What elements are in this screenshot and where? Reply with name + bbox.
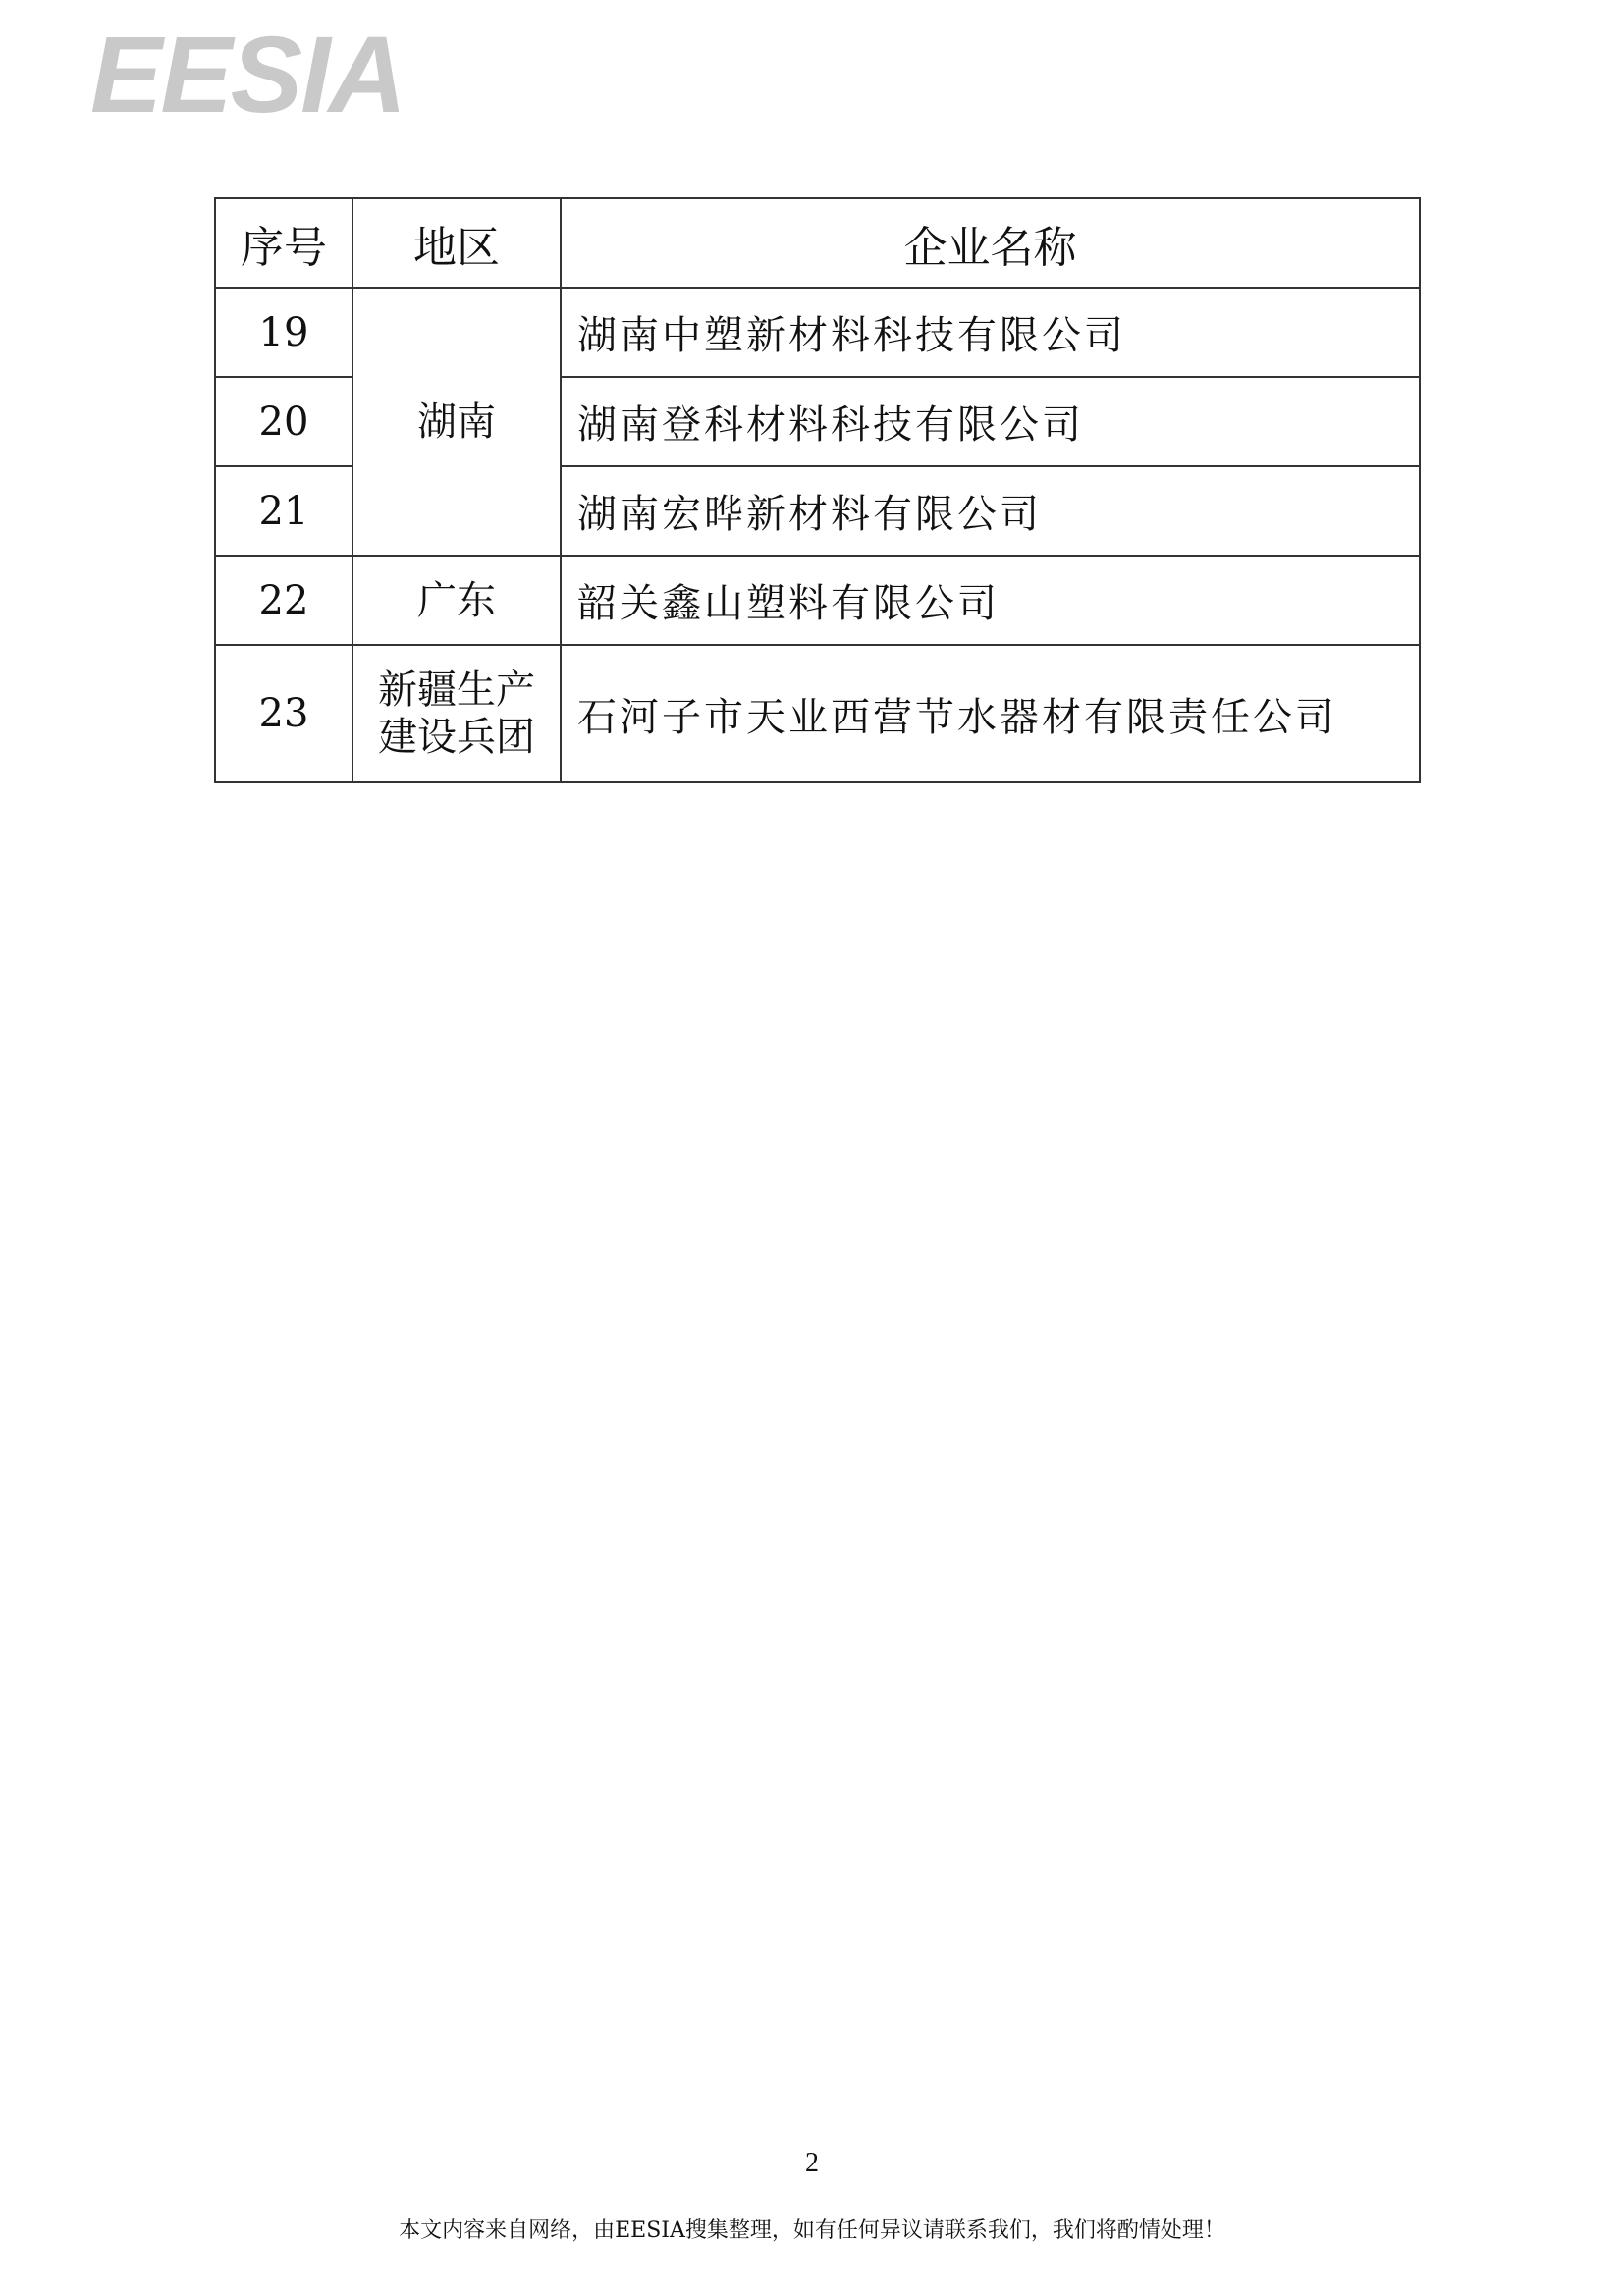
region-cell xyxy=(352,645,561,782)
page-number: 2 xyxy=(805,2148,819,2178)
row-number: 23 xyxy=(215,645,352,782)
table-row xyxy=(215,645,1420,782)
row-number: 22 xyxy=(215,556,352,645)
header-region: 地区 xyxy=(352,198,561,288)
region-line: 新疆生产 xyxy=(378,667,535,713)
table-header-row xyxy=(215,198,1420,288)
company-name: 韶关鑫山塑料有限公司 xyxy=(561,556,1420,645)
footer-note: 本文内容来自网络，由EESIA搜集整理，如有任何异议请联系我们，我们将酌情处理！ xyxy=(399,2218,1225,2243)
region-cell: 湖南 xyxy=(352,288,561,556)
row-number: 19 xyxy=(215,288,352,377)
table-row xyxy=(215,556,1420,645)
row-number: 20 xyxy=(215,377,352,466)
company-name: 石河子市天业西营节水器材有限责任公司 xyxy=(561,645,1420,782)
enterprise-table xyxy=(214,197,1421,783)
company-name: 湖南宏晔新材料有限公司 xyxy=(561,466,1420,556)
company-name: 湖南登科材料科技有限公司 xyxy=(561,377,1420,466)
eesia-logo: EESIA xyxy=(90,15,406,135)
table-row xyxy=(215,288,1420,377)
company-name: 湖南中塑新材料科技有限公司 xyxy=(561,288,1420,377)
header-company: 企业名称 xyxy=(561,198,1420,288)
row-number: 21 xyxy=(215,466,352,556)
region-cell: 广东 xyxy=(352,556,561,645)
header-no: 序号 xyxy=(215,198,352,288)
region-line: 建设兵团 xyxy=(378,715,535,760)
